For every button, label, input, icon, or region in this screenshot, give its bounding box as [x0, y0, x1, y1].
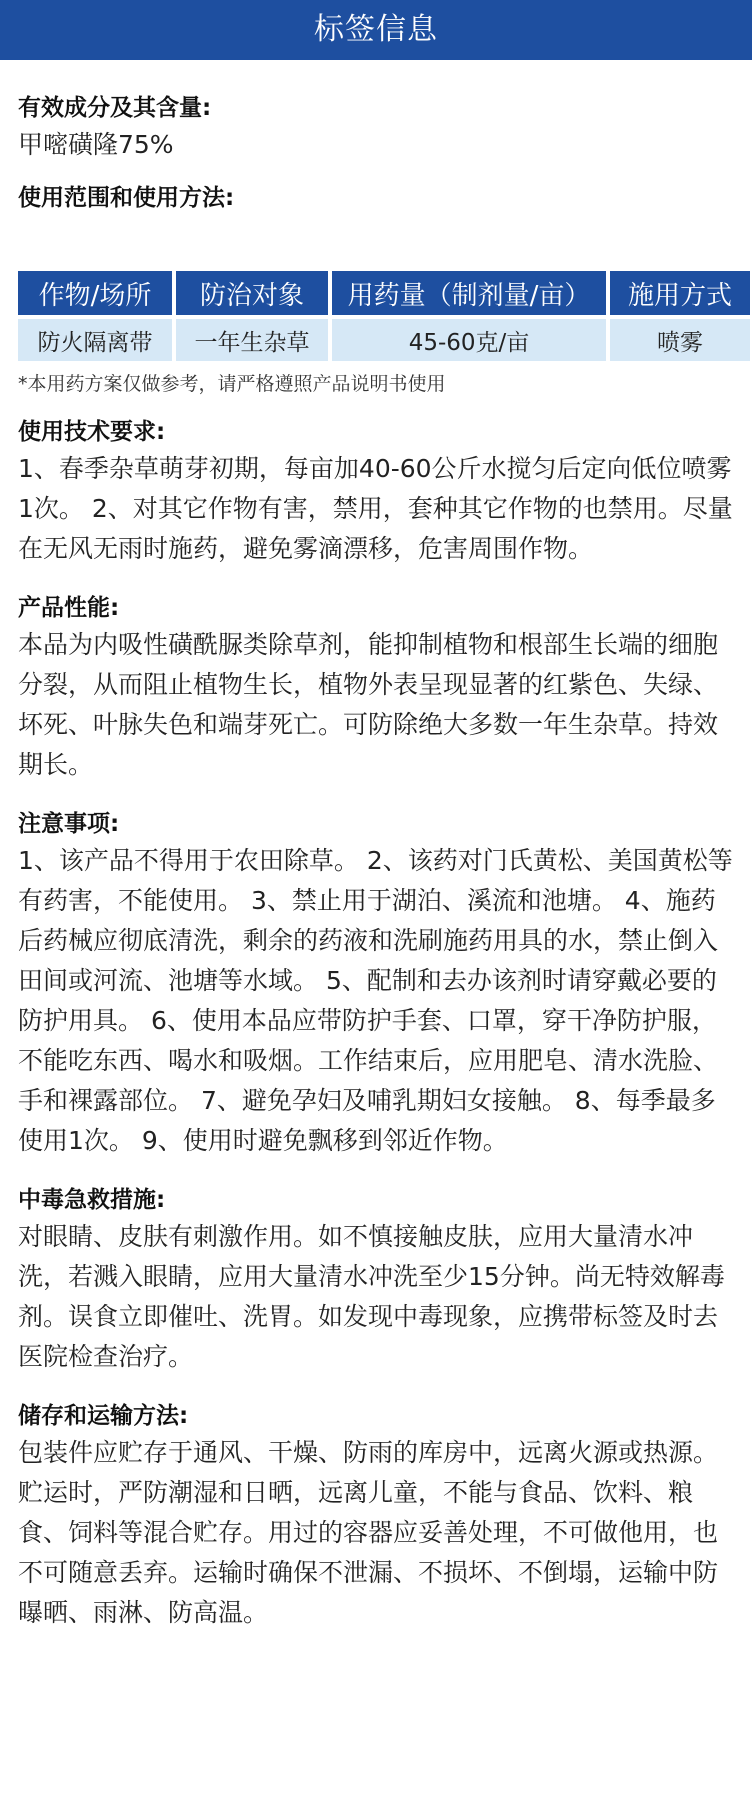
table-header-dosage: 用药量（制剂量/亩）	[332, 271, 606, 315]
section-title: 产品性能:	[18, 595, 120, 621]
page-header	[0, 0, 752, 60]
table-cell-target: 一年生杂草	[176, 319, 328, 361]
section-usage	[18, 181, 734, 215]
table-header-method: 施用方式	[610, 271, 750, 315]
section-body: 本品为内吸性磺酰脲类除草剂，能抑制植物和根部生长端的细胞分裂，从而阻止植物生长，植物外表呈现显著的红紫色、失绿、坏死、叶脉失色和端芽死亡。可防除绝大多数一年生杂草。持效期长。	[18, 630, 719, 779]
section-performance	[18, 591, 734, 785]
section-body: 1、该产品不得用于农田除草。 2、该药对门氏黄松、美国黄松等有药害，不能使用。 3、禁止用于湖泊、溪流和池塘。 4、施药后药械应彻底清洗，剩余的药液和洗刷施药用具的水，禁止倒入田间或河流、池塘等水域。 5、配制和去办该剂时请穿戴必要的防护用具。 6、使用本品应带防护手套、口罩，穿干净防护服，不能吃东西、喝水和吸烟。工作结束后，应用肥皂、清水洗脸、手和裸露部位。 7、避免孕妇及哺乳期妇女接触。 8、每季最多使用1次。 9、使用时避免飘移到邻近作物。	[18, 846, 733, 1155]
section-body: 甲嘧磺隆75%	[18, 130, 174, 159]
label-content	[0, 91, 752, 1633]
page-title: 标签信息	[314, 12, 438, 47]
section-title: 储存和运输方法:	[18, 1403, 189, 1429]
section-cautions	[18, 807, 734, 1161]
table-row	[18, 319, 750, 361]
usage-table	[14, 267, 752, 365]
section-firstaid	[18, 1183, 734, 1377]
section-body: 1、春季杂草萌芽初期，每亩加40-60公斤水搅匀后定向低位喷雾1次。 2、对其它作物有害，禁用，套种其它作物的也禁用。尽量在无风无雨时施药，避免雾滴漂移，危害周围作物。	[18, 454, 733, 563]
section-tech	[18, 415, 734, 569]
section-body: 对眼睛、皮肤有刺激作用。如不慎接触皮肤，应用大量清水冲洗，若溅入眼睛，应用大量清水冲洗至少15分钟。尚无特效解毒剂。误食立即催吐、洗胃。如发现中毒现象，应携带标签及时去医院检查治疗。	[18, 1222, 725, 1371]
section-title: 有效成分及其含量:	[18, 95, 212, 121]
section-storage	[18, 1399, 734, 1633]
section-title: 中毒急救措施:	[18, 1187, 166, 1213]
section-title: 注意事项:	[18, 811, 120, 837]
section-ingredient	[18, 91, 734, 165]
table-cell-method: 喷雾	[610, 319, 750, 361]
table-cell-dosage: 45-60克/亩	[332, 319, 606, 361]
table-note: *本用药方案仅做参考，请严格遵照产品说明书使用	[18, 373, 446, 395]
table-header-target: 防治对象	[176, 271, 328, 315]
section-body: 包装件应贮存于通风、干燥、防雨的库房中，远离火源或热源。贮运时，严防潮湿和日晒，远离儿童，不能与食品、饮料、粮食、饲料等混合贮存。用过的容器应妥善处理，不可做他用，也不可随意丢弃。运输时确保不泄漏、不损坏、不倒塌，运输中防曝晒、雨淋、防高温。	[18, 1438, 719, 1627]
table-header-crop: 作物/场所	[18, 271, 172, 315]
table-cell-crop: 防火隔离带	[18, 319, 172, 361]
section-title: 使用技术要求:	[18, 419, 166, 445]
table-header-row	[18, 271, 750, 315]
section-title: 使用范围和使用方法:	[18, 185, 235, 211]
